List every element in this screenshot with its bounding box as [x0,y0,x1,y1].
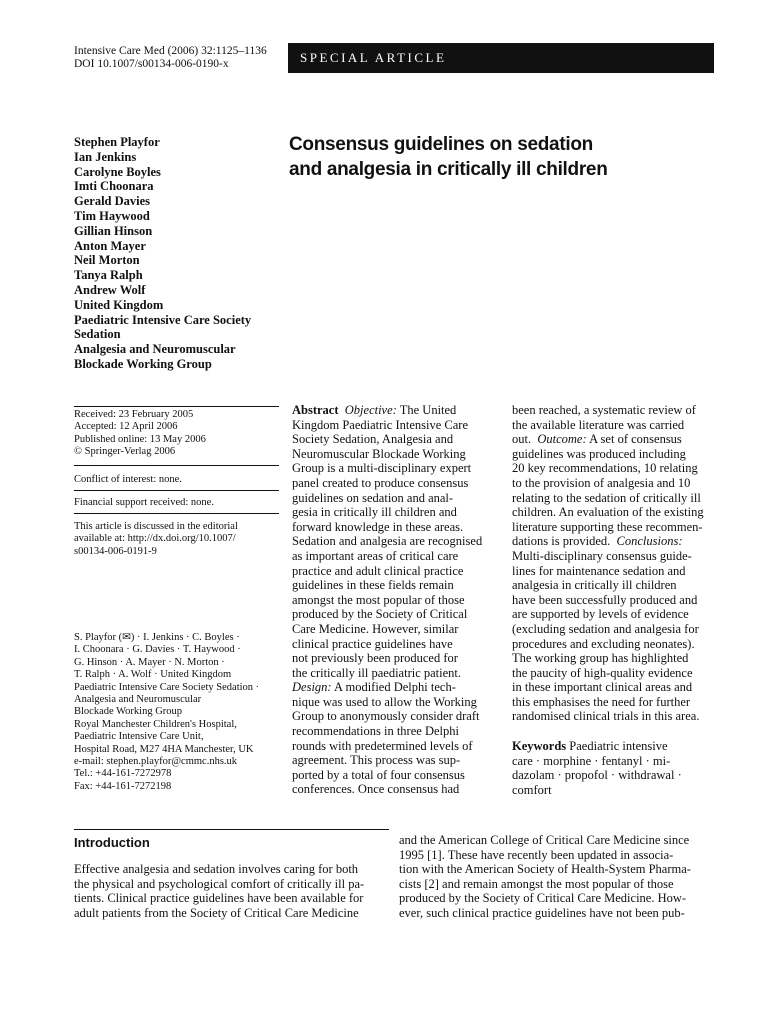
abstract-line: The working group has highlighted [512,651,689,666]
divider [74,490,279,491]
abstract-line: the paucity of high-quality evidence [512,665,693,680]
abstract-line: Sedation and analgesia are recognised [292,534,483,549]
abstract-line: agreement. This process was sup- [292,753,461,768]
abstract-line: Kingdom Paediatric Intensive Care [292,417,468,432]
divider [74,465,279,466]
intro-line: tients. Clinical practice guidelines have been available for [74,891,364,906]
affiliation-line: Paediatric Intensive Care Society Sedation · [74,681,260,693]
author-name: Tim Haywood [74,208,150,223]
abstract-line: conferences. Once consensus had [292,782,460,797]
affiliation-line: G. Hinson · A. Mayer · N. Morton · [74,656,225,668]
abstract-column-1 [292,403,500,797]
date-line: Published online: 13 May 2006 [74,433,206,445]
intro-line: the physical and psychological comfort of critically ill pa- [74,876,365,891]
intro-line: and the American College of Critical Care Medicine since [399,833,690,847]
affiliation-line: Hospital Road, M27 4HA Manchester, UK [74,743,254,755]
abstract-line: Society Sedation, Analgesia and [292,432,454,447]
abstract-line: have been successfully produced and [512,592,698,607]
abstract-line: not previously been produced for [292,651,458,666]
date-line: Received: 23 February 2005 [74,409,194,420]
intro-column-1 [74,862,390,920]
intro-line: cists [2] and remain amongst the most popular of those [399,876,674,891]
author-name: United Kingdom [74,297,164,312]
author-name: Tanya Ralph [74,268,143,283]
outcome-label: Outcome: [537,432,587,447]
abstract-line: guidelines in these fields remain [292,578,454,593]
article-title [289,132,709,182]
abstract-line: Care Medicine. However, similar [292,621,459,636]
author-name: Carolyne Boyles [74,164,161,179]
abstract-line: guidelines on sedation and anal- [292,490,454,505]
intro-line: 1995 [1]. These have recently been updated in associa- [399,847,674,862]
editorial-line: This article is discussed in the editorial [74,521,238,532]
publication-dates [74,409,279,459]
abstract-line: amongst the most popular of those [292,592,465,607]
abstract-column-2 [512,403,717,797]
editorial-line: available at: http://dx.doi.org/10.1007/ [74,533,236,545]
author-name: Stephen Playfor [74,135,160,149]
abstract-line: clinical practice guidelines have [292,636,453,651]
abstract-text: A set of consensus [586,432,682,447]
abstract-line: Multi-disciplinary consensus guide- [512,548,692,563]
journal-meta [74,45,267,71]
date-line: © Springer-Verlag 2006 [74,446,176,458]
intro-line: adult patients from the Society of Critical Care Medicine [74,905,359,920]
conclusions-label: Conclusions: [616,534,683,549]
affiliation-line: Paediatric Intensive Care Unit, [74,731,204,743]
affiliation-line: Analgesia and Neuromuscular [74,694,202,706]
financial-note: Financial support received: none. [74,497,214,508]
affiliation-line: e-mail: stephen.playfor@cmmc.nhs.uk [74,756,238,768]
abstract-line: ported by a total of four consensus [292,767,465,782]
intro-line: produced by the Society of Critical Care Medicine. How- [399,891,687,906]
abstract-line: this emphasises the need for further [512,694,691,709]
affiliation-line: I. Choonara · G. Davies · T. Haywood · [74,644,241,656]
abstract-line: children. An evaluation of the existing [512,505,704,520]
editorial-line: s00134-006-0191-9 [74,545,157,557]
abstract-line: Neuromuscular Blockade Working [292,446,466,461]
divider [74,406,279,407]
abstract-line: nique was used to allow the Working [292,694,477,709]
author-name: Gillian Hinson [74,223,153,238]
author-name: Analgesia and Neuromuscular [74,342,236,357]
abstract-label: Abstract [292,403,339,417]
intro-column-2 [399,833,715,921]
abstract-line: produced by the Society of Critical [292,607,468,622]
author-name: Paediatric Intensive Care Society [74,312,252,327]
author-name: Gerald Davies [74,194,151,209]
abstract-line: literature supporting these recommen- [512,519,703,534]
affiliation-block [74,632,289,793]
abstract-line: relating to the sedation of critically ill [512,490,701,505]
abstract-line: Group to anonymously consider draft [292,709,480,724]
divider [74,513,279,514]
intro-line: ever, such clinical practice guidelines have not been pub- [399,905,685,920]
divider [74,829,389,830]
author-name: Andrew Wolf [74,282,146,297]
abstract-line: randomised clinical trials in this area. [512,709,700,724]
title-line: and analgesia in critically ill children [289,159,608,180]
abstract-line: panel created to produce consensus [292,475,469,490]
abstract-line: in these important clinical areas and [512,680,693,695]
abstract-line: practice and adult clinical practice [292,563,464,578]
author-list [74,135,251,372]
abstract-line: analgesia in critically ill children [512,578,677,593]
author-name: Blockade Working Group [74,356,212,371]
abstract-line: procedures and excluding neonates). [512,636,695,651]
abstract-line: Group is a multi-disciplinary expert [292,461,472,476]
abstract-line: to the provision of analgesia and 10 [512,475,691,490]
abstract-line: recommendations in three Delphi [292,724,459,739]
affiliation-line: Blockade Working Group [74,706,183,718]
keywords-text: Paediatric intensive [566,739,668,754]
affiliation-line: Tel.: +44-161-7272978 [74,768,172,780]
abstract-text: dations is provided. [512,534,614,549]
author-name: Imti Choonara [74,179,154,194]
affiliation-line: S. Playfor (✉) · I. Jenkins · C. Boyles · [74,632,240,643]
conflict-note: Conflict of interest: none. [74,474,182,485]
keywords-label: Keywords [512,739,567,754]
abstract-line: forward knowledge in these areas. [292,519,464,534]
abstract-line: as important areas of critical care [292,548,459,563]
doi: DOI 10.1007/s00134-006-0190-x [74,58,229,70]
author-name: Sedation [74,327,121,342]
author-name: Anton Mayer [74,238,146,253]
abstract-line: are supported by levels of evidence [512,607,689,622]
affiliation-line: T. Ralph · A. Wolf · United Kingdom [74,669,232,681]
abstract-text: out. [512,432,535,447]
abstract-line: been reached, a systematic review of [512,403,696,417]
abstract-text: A modified Delphi tech- [331,680,456,695]
keywords-text: care · morphine · fentanyl · mi- [512,753,671,768]
title-line: Consensus guidelines on sedation [289,134,593,155]
journal-citation: Intensive Care Med (2006) 32:1125–1136 [74,45,267,57]
abstract-line: the critically ill paediatric patient. [292,665,462,680]
design-label: Design: [292,680,332,695]
affiliation-line: Royal Manchester Children's Hospital, [74,718,237,730]
abstract-line: 20 key recommendations, 10 relating [512,461,698,476]
section-heading-introduction: Introduction [74,835,150,850]
date-line: Accepted: 12 April 2006 [74,421,178,433]
editorial-note [74,521,279,558]
intro-line: Effective analgesia and sedation involves caring for both [74,862,359,876]
abstract-line: (excluding sedation and analgesia for [512,621,699,636]
abstract-line: lines for maintenance sedation and [512,563,686,578]
abstract-line: the available literature was carried [512,417,685,432]
objective-label: Objective: [344,403,397,417]
intro-line: tion with the American Society of Health-System Pharma- [399,862,691,877]
author-name: Ian Jenkins [74,149,137,164]
abstract-line: guidelines was produced including [512,446,686,461]
author-name: Neil Morton [74,253,140,268]
keywords-text: dazolam · propofol · withdrawal · [512,768,682,783]
keywords-text: comfort [512,782,552,797]
abstract-line: gesia in critically ill children and [292,505,457,520]
affiliation-line: Fax: +44-161-7272198 [74,780,172,792]
abstract-line: rounds with predetermined levels of [292,738,473,753]
abstract-text: The United [396,403,457,417]
section-banner: SPECIAL ARTICLE [288,43,714,73]
